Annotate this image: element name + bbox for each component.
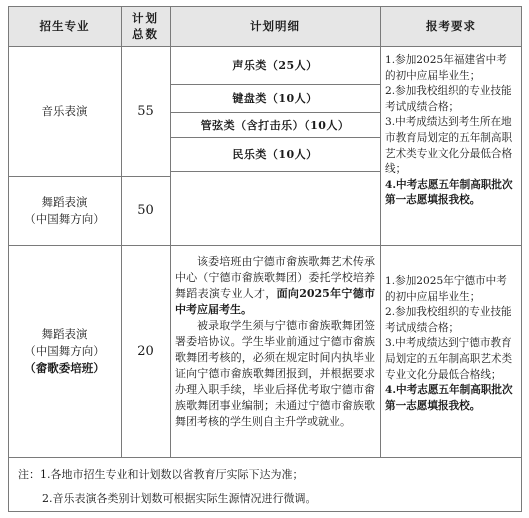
header-count: 计划 总数 [132,11,159,41]
requirement-item: 2.参加我校组织的专业技能考试成绩合格； [385,306,512,334]
rule [8,457,522,458]
rule [170,171,380,172]
requirement-item: 1.参加2025年宁德市中考的初中应届毕业生； [385,275,507,303]
rule [8,511,522,512]
plan-folk: 民乐类（10人） [232,148,318,161]
requirements-ningde [385,274,517,414]
plan-orchestral: 管弦类（含打击乐）（10人） [200,118,350,132]
count-dance: 50 [137,203,154,218]
count-music: 55 [137,103,154,119]
footnote-1: 注：1.各地市招生专业和计划数以省教育厅实际下达为准； [18,468,304,481]
admissions-table [8,6,522,512]
note-paragraph: 被录取学生须与宁德市畲族歌舞团签署委培协议。学生毕业前通过宁德市畲族歌舞团考核的，必须在规定时间内执毕业证向宁德市畲族歌舞团报到，并根据要求办理入职手续，毕业后择优考取宁德市畲族歌舞团事业编制；未通过宁德市畲族歌舞团考核的学生则自主升学或就业。 [175,319,375,428]
rule [380,6,381,457]
requirement-item: 3.中考成绩达到宁德市教育局划定的五年制高职艺术类专业文化分最低合格线； [385,337,513,381]
rule [521,6,522,512]
major-shezu: 舞蹈表演 （中国舞方向） （畲歌委培班） [24,326,105,375]
requirement-item: 3.中考成绩达到考生所在地市教育局划定的五年制高职艺术类专业文化分最低合格线； [385,116,513,176]
requirement-item: 4.中考志愿五年制高职批次第一志愿填报我校。 [385,384,513,412]
major-dance: 舞蹈表演 （中国舞方向） [24,194,105,226]
plan-keyboard: 键盘类（10人） [232,92,318,105]
requirement-item: 1.参加2025年福建省中考的初中应届毕业生； [385,54,507,82]
shezu-note [175,254,375,430]
count-shezu: 20 [137,343,154,359]
header-major: 招生专业 [39,19,90,33]
header-requirements: 报考要求 [426,19,476,33]
requirements-fujian [385,53,517,209]
note-paragraph: 该委培班由宁德市畲族歌舞艺术传承中心（宁德市畲族歌舞团）委托学校培养舞蹈表演专业人才，面向2025年宁德市中考应届考生。 [175,255,375,316]
requirement-item: 4.中考志愿五年制高职批次第一志愿填报我校。 [385,178,513,207]
header-detail: 计划明细 [250,19,300,33]
requirement-item: 2.参加我校组织的专业技能考试成绩合格； [385,85,512,113]
footnote-2: 2.音乐表演各类别计划数可根据实际生源情况进行微调。 [42,492,317,505]
plan-vocal: 声乐类（25人） [232,59,318,72]
major-music: 音乐表演 [41,103,88,118]
